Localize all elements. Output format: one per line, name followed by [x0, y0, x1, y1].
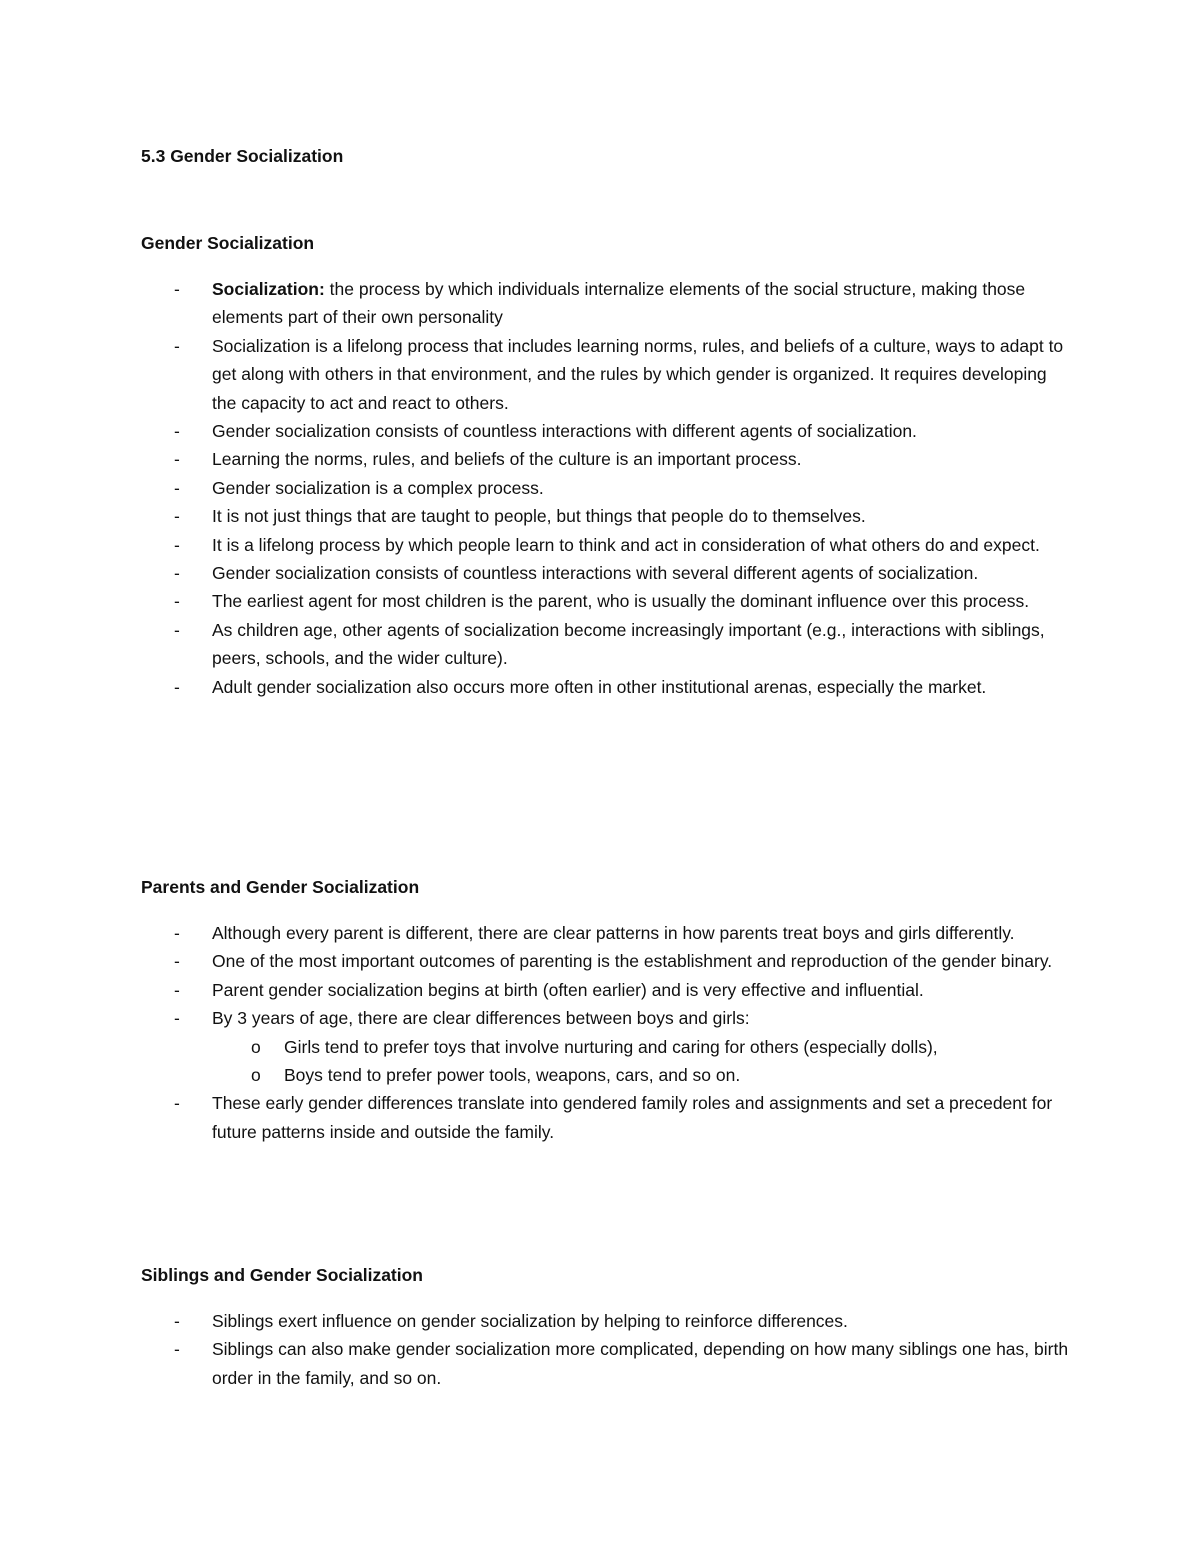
list-item: [141, 332, 1071, 417]
list-item-text: Gender socialization consists of countless interactions with several different agents of socialization.: [212, 563, 979, 584]
list-item: [141, 417, 1071, 445]
bullet-marker: -: [174, 477, 180, 498]
document-title: 5.3 Gender Socialization: [141, 146, 344, 166]
bullet-list: [141, 1307, 1071, 1392]
bullet-marker: -: [174, 421, 180, 442]
list-item: [141, 1307, 1071, 1335]
bullet-marker: -: [174, 1093, 180, 1114]
sub-list-item-text: Girls tend to prefer toys that involve nurturing and caring for others (especially dolls),: [284, 1036, 938, 1057]
list-item-text: As children age, other agents of socialization become increasingly important (e.g., interactions with siblings, peers, schools, and the wider culture).: [212, 619, 1045, 669]
list-item: [141, 445, 1071, 473]
list-item: [141, 1089, 1071, 1146]
bullet-marker: -: [174, 619, 180, 640]
sub-list-item: [212, 1033, 1071, 1061]
list-item-text: These early gender differences translate into gendered family roles and assignments and set a precedent for future patterns inside and outside the family.: [212, 1093, 1053, 1142]
list-item: [141, 559, 1071, 587]
term: Socialization:: [212, 279, 325, 299]
bullet-marker: -: [174, 979, 180, 1000]
list-item: [141, 587, 1071, 615]
section-heading: Siblings and Gender Socialization: [141, 1265, 423, 1285]
sub-list-item-text: Boys tend to prefer power tools, weapons, cars, and so on.: [284, 1065, 741, 1086]
bullet-marker: -: [174, 449, 180, 470]
list-item: [141, 474, 1071, 502]
sub-bullet-marker: o: [251, 1065, 261, 1086]
sub-list-item: [212, 1061, 1071, 1089]
list-item-text: It is not just things that are taught to people, but things that people do to themselves.: [212, 506, 866, 527]
list-item-text: The earliest agent for most children is the parent, who is usually the dominant influence over this process.: [212, 591, 1030, 612]
list-item: [141, 976, 1071, 1004]
list-item-text: Adult gender socialization also occurs more often in other institutional arenas, especially the market.: [212, 676, 987, 697]
section-siblings: [141, 1263, 1071, 1392]
bullet-marker: -: [174, 335, 180, 356]
bullet-marker: -: [174, 923, 180, 943]
sub-bullet-marker: o: [251, 1036, 261, 1057]
list-item: [141, 673, 1071, 701]
section-heading: Parents and Gender Socialization: [141, 877, 420, 897]
bullet-list: [141, 919, 1071, 1146]
bullet-marker: -: [174, 676, 180, 697]
list-item-text: By 3 years of age, there are clear differences between boys and girls:: [212, 1008, 750, 1029]
section-gender-socialization: [141, 231, 1071, 701]
list-item: [141, 947, 1071, 975]
bullet-list: [141, 275, 1071, 701]
list-item-text: It is a lifelong process by which people learn to think and act in consideration of what others do and expect.: [212, 534, 1040, 555]
definition-text: the process by which individuals internalize elements of the social structure, making those elements part of their own personality: [212, 279, 1026, 328]
list-item: [141, 1004, 1071, 1089]
bullet-marker: -: [174, 591, 180, 612]
sub-bullet-list: [212, 1033, 1071, 1090]
list-item-text: Siblings exert influence on gender socialization by helping to reinforce differences.: [212, 1311, 848, 1331]
list-item-text: Learning the norms, rules, and beliefs of the culture is an important process.: [212, 449, 802, 470]
list-item-text: Parent gender socialization begins at birth (often earlier) and is very effective and influential.: [212, 979, 924, 1000]
bullet-marker: -: [174, 534, 180, 555]
list-item: [141, 531, 1071, 559]
list-item-text: Gender socialization is a complex process.: [212, 477, 544, 498]
list-item: [141, 616, 1071, 673]
bullet-marker: -: [174, 1339, 180, 1360]
section-parents: [141, 875, 1071, 1146]
list-item: [141, 1335, 1071, 1392]
bullet-marker: -: [174, 951, 180, 972]
list-item-text: Socialization is a lifelong process that includes learning norms, rules, and beliefs of a culture, ways to adapt to get along with others in that environment, and the rules by which gender is organized. It requires developing the capacity to act and react to others.: [212, 335, 1064, 413]
bullet-marker: -: [174, 506, 180, 527]
list-item-text: One of the most important outcomes of parenting is the establishment and reproduction of the gender binary.: [212, 951, 1053, 972]
list-item-text: Although every parent is different, there are clear patterns in how parents treat boys and girls differently.: [212, 923, 1015, 943]
bullet-marker: -: [174, 1311, 180, 1331]
list-item: [141, 919, 1071, 947]
list-item-text: Gender socialization consists of countless interactions with different agents of socialization.: [212, 421, 917, 442]
list-item: [141, 502, 1071, 530]
bullet-marker: -: [174, 1008, 180, 1029]
bullet-marker: -: [174, 563, 180, 584]
list-item: [141, 275, 1071, 332]
list-item-text: Siblings can also make gender socialization more complicated, depending on how many siblings one has, birth order in the family, and so on.: [212, 1339, 1069, 1388]
section-heading: Gender Socialization: [141, 233, 315, 253]
bullet-marker: -: [174, 279, 180, 299]
